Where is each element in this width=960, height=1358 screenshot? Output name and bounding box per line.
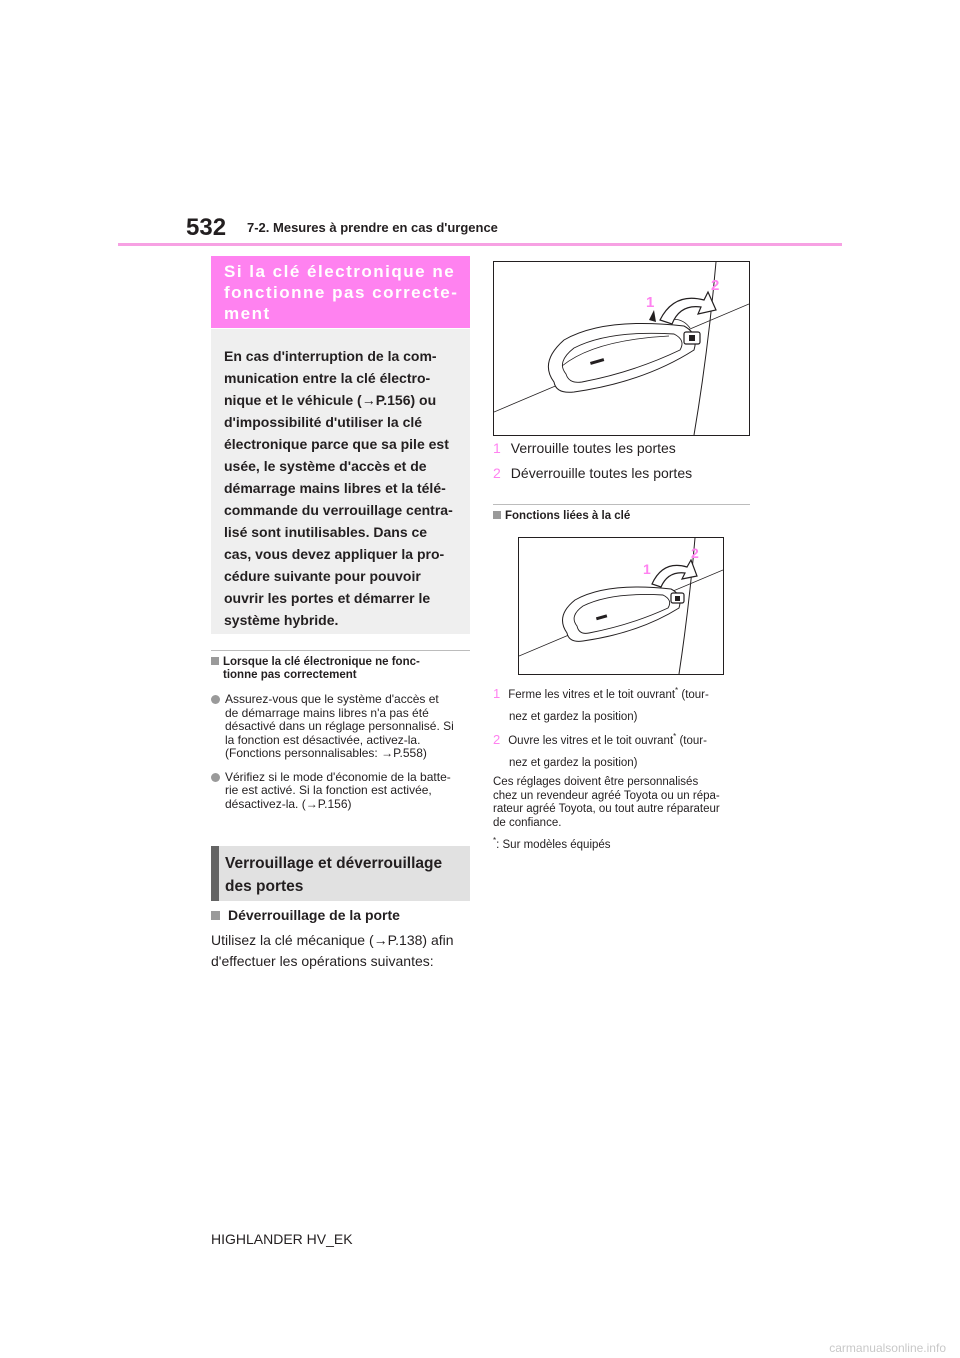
door-handle-figure-2: [518, 537, 724, 675]
intro-line: En cas d'interruption de la com-: [224, 348, 437, 364]
page-number: 532: [186, 214, 227, 241]
subheading-text: Déverrouillage de la porte: [228, 907, 400, 923]
header-rule: [118, 243, 842, 246]
bullet-line: de démarrage mains libres n'a pas été: [225, 705, 429, 720]
footnote-marker: *: [675, 686, 679, 695]
step-text: Ferme les vitres et le toit ouvrant: [508, 688, 676, 701]
intro-box: [211, 329, 470, 634]
subheading-electronic-key: [211, 656, 470, 682]
step-line-2: nez et gardez la position): [509, 710, 638, 723]
intro-line: munication entre la clé électro-: [224, 370, 431, 386]
note-line: de confiance.: [493, 816, 562, 829]
step-unlock-all: [493, 465, 692, 481]
note-line: chez un revendeur agréé Toyota ou un répa-: [493, 789, 720, 802]
step-close-windows: [493, 680, 753, 728]
step-number: 1: [493, 440, 501, 456]
body-line: Utilisez la clé mécanique (→P.138) afin: [211, 932, 454, 948]
intro-line: cédure suivante pour pouvoir: [224, 568, 421, 584]
bullet-line: (Fonctions personnalisables: →P.558): [225, 746, 427, 760]
heading-line: Si la clé électronique ne: [224, 262, 456, 281]
heading-line: fonctionne pas correcte-: [224, 283, 459, 302]
bullet-line: désactivez-la. (→P.156): [225, 796, 352, 811]
note-line: Ces réglages doivent être personnalisés: [493, 776, 699, 788]
section-title: 7-2. Mesures à prendre en cas d'urgence: [247, 220, 498, 235]
step-text: Déverrouille toutes les portes: [510, 465, 693, 481]
step-open-windows: [493, 726, 753, 774]
step-number: 1: [493, 685, 501, 701]
circle-bullet-icon: [211, 695, 220, 704]
intro-line: commande du verrouillage centra-: [224, 502, 453, 518]
intro-line: usée, le système d'accès et de: [224, 458, 427, 474]
body-line: d'effectuer les opérations suivantes:: [211, 953, 434, 969]
step-line-2: nez et gardez la position): [509, 756, 638, 769]
square-bullet-icon: [493, 511, 501, 519]
footnote-marker: *: [493, 836, 497, 845]
bullet-line: la fonction est désactivée, activez-la.: [225, 732, 421, 747]
intro-line: nique et le véhicule (→P.156) ou: [224, 392, 437, 408]
step-lock-all: [493, 440, 676, 456]
intro-line: ouvrir les portes et démarrer le: [224, 590, 431, 606]
step-number: 2: [493, 465, 501, 481]
footnote-text: : Sur modèles équipés: [496, 838, 611, 851]
gray-section-heading: [211, 846, 470, 901]
step-text: Verrouille toutes les portes: [510, 440, 676, 456]
footnote-marker: *: [673, 732, 677, 741]
figure-label-1: 1: [643, 561, 651, 577]
body-paragraph: [211, 930, 473, 972]
square-bullet-icon: [211, 911, 220, 920]
heading-line: ment: [224, 304, 271, 323]
model-name: HIGHLANDER HV_EK: [211, 1231, 353, 1247]
pink-section-heading: [211, 256, 470, 328]
intro-line: d'impossibilité d'utiliser la clé: [224, 414, 423, 430]
bullet-item: [211, 771, 470, 812]
divider: [493, 504, 750, 505]
step-text: Ouvre les vitres et le toit ouvrant: [508, 734, 674, 747]
step-text-cont: (tour-: [678, 688, 709, 701]
heading-line: Verrouillage et déverrouillage: [225, 855, 443, 872]
bullet-item: [211, 693, 470, 761]
figure-label-2: 2: [691, 545, 699, 561]
figure-label-1: 1: [646, 294, 655, 311]
subheading-key-functions: [493, 510, 630, 523]
figure-label-2: 2: [711, 277, 720, 294]
square-bullet-icon: [211, 657, 219, 665]
door-handle-illustration: [494, 262, 749, 435]
door-unlock-subheading: [211, 907, 400, 923]
step-number: 2: [493, 731, 501, 747]
bullet-line: Assurez-vous que le système d'accès et: [225, 692, 439, 706]
intro-line: électronique parce que sa pile est: [224, 436, 449, 452]
subheading-line: tionne pas correctement: [223, 669, 357, 681]
intro-line: démarrage mains libres et la télé-: [224, 480, 446, 496]
divider: [211, 650, 470, 651]
bullet-line: rie est activé. Si la fonction est activée,: [225, 783, 432, 797]
footnote: [493, 836, 611, 851]
note-line: rateur agréé Toyota, ou tout autre réparateur: [493, 803, 720, 815]
intro-line: lisé sont inutilisables. Dans ce: [224, 524, 428, 540]
subheading-line: Lorsque la clé électronique ne fonc-: [223, 656, 420, 668]
bullet-list: [211, 693, 470, 821]
step-text-cont: (tour-: [676, 734, 707, 747]
subheading-text: Fonctions liées à la clé: [505, 510, 631, 522]
note-paragraph: [493, 776, 751, 830]
door-handle-illustration: [519, 538, 723, 674]
intro-line: cas, vous devez appliquer la pro-: [224, 546, 445, 562]
watermark: carmanualsonline.info: [829, 1341, 946, 1355]
door-handle-figure-1: [493, 261, 750, 436]
intro-line: système hybride.: [224, 612, 339, 628]
circle-bullet-icon: [211, 773, 220, 782]
heading-line: des portes: [225, 878, 304, 895]
bullet-line: désactivé dans un réglage personnalisé. Si: [225, 719, 454, 733]
bullet-line: Vérifiez si le mode d'économie de la batte-: [225, 769, 451, 784]
